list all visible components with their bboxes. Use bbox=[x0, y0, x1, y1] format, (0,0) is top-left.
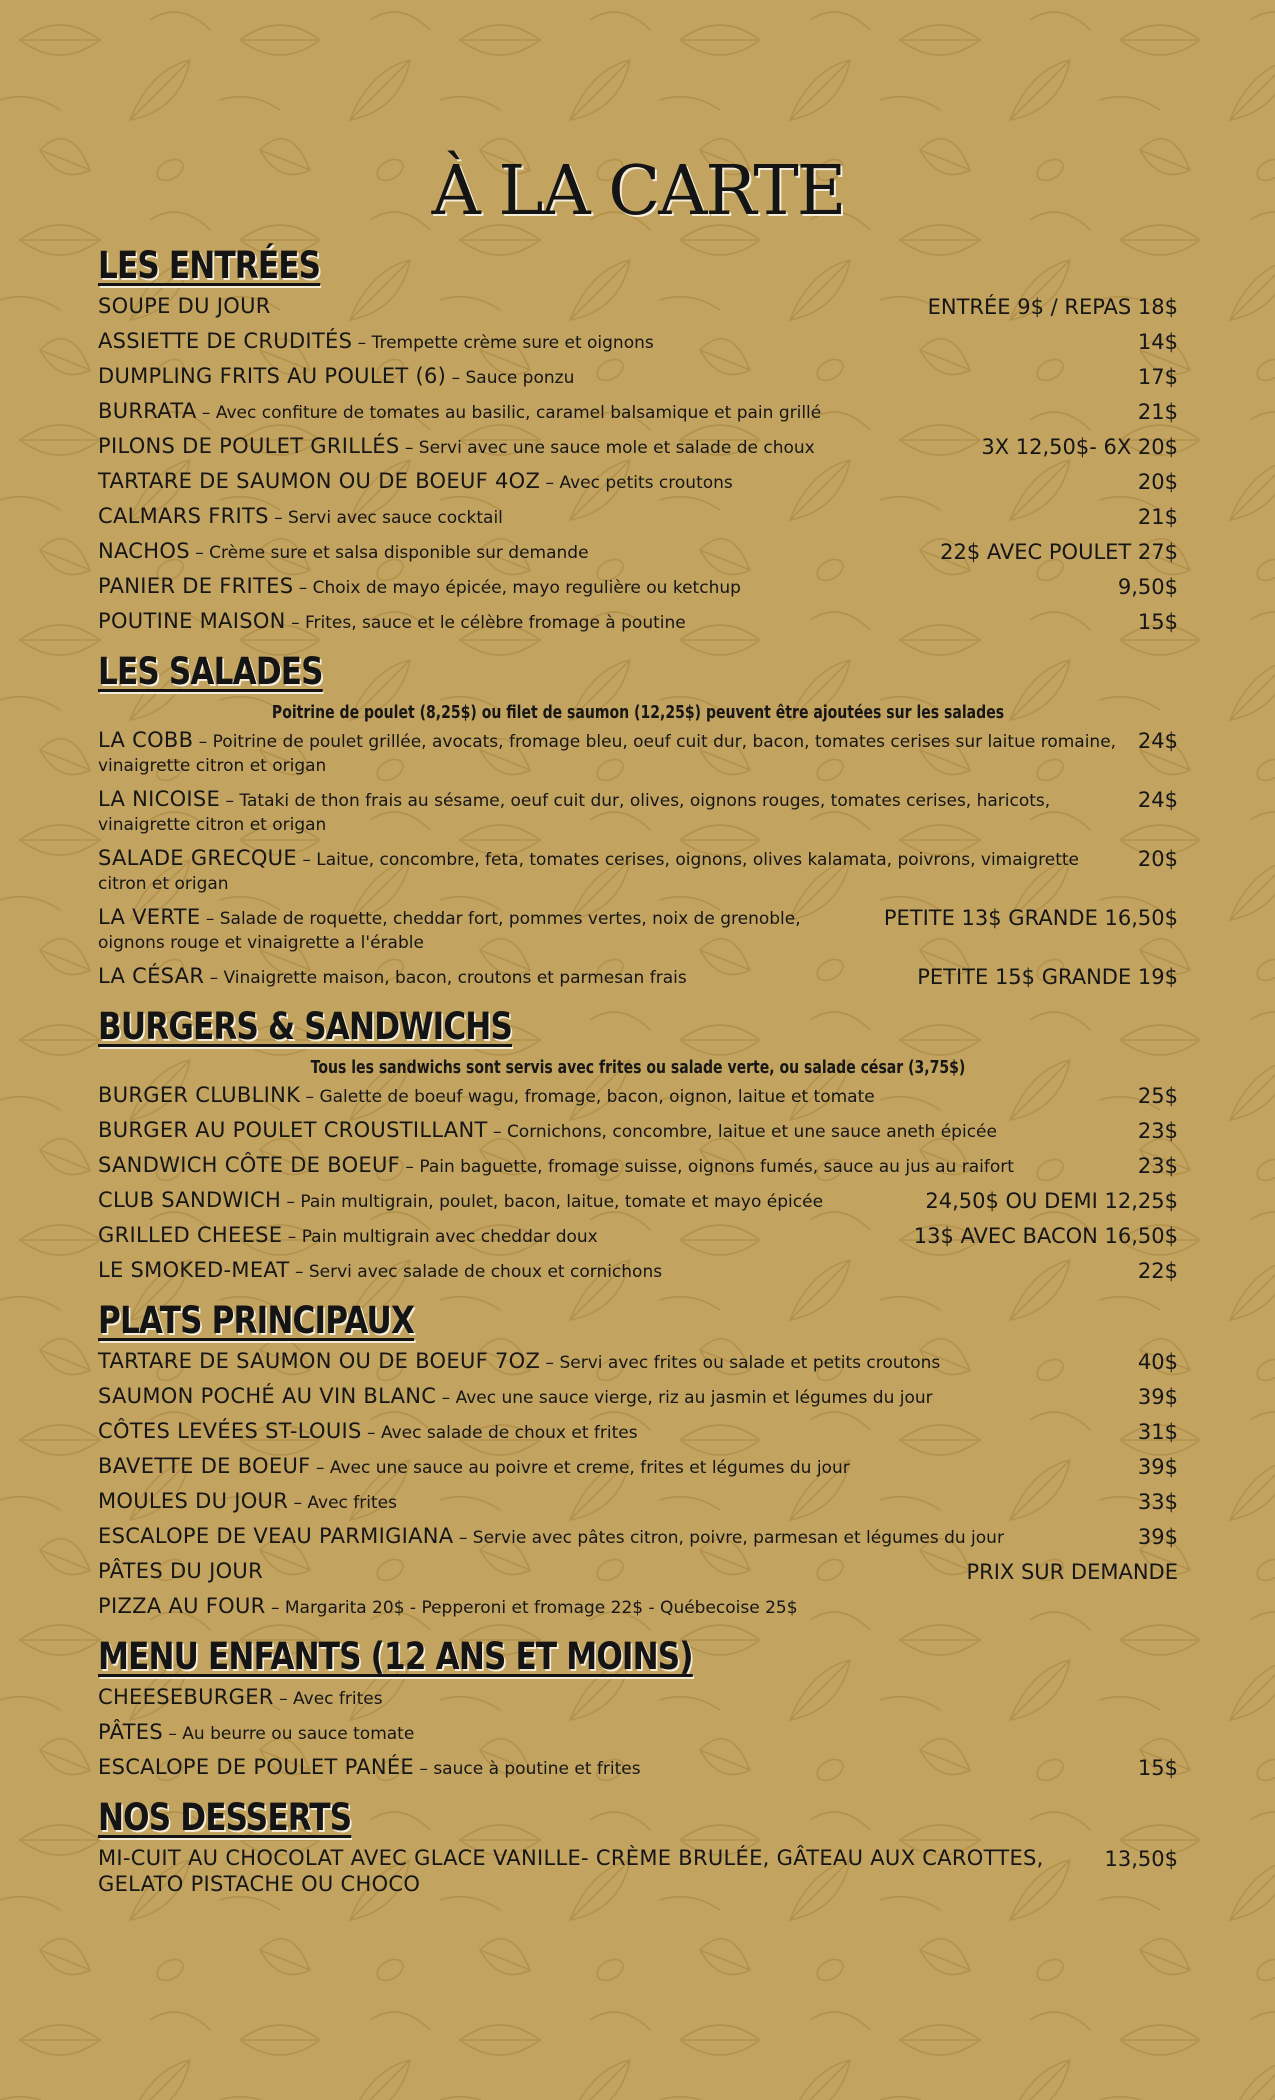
menu-item bbox=[98, 1419, 1178, 1445]
menu-item-text bbox=[98, 1755, 1124, 1781]
menu-item-description: Pain multigrain, poulet, bacon, laitue, tomate et mayo épicée bbox=[300, 1192, 824, 1212]
separator-dash: – bbox=[196, 403, 216, 423]
menu-item-name: DUMPLING FRITS AU POULET (6) bbox=[98, 364, 447, 388]
menu-item-description: Choix de mayo épicée, mayo regulière ou ketchup bbox=[312, 578, 741, 598]
menu-item-description: Frites, sauce et le célèbre fromage à poutine bbox=[305, 613, 686, 633]
menu-item-price: 21$ bbox=[1137, 400, 1178, 424]
menu-item-price: 33$ bbox=[1137, 1490, 1178, 1514]
menu-item-text bbox=[98, 1349, 1124, 1375]
separator-dash: – bbox=[200, 909, 220, 929]
menu-item-text bbox=[98, 1118, 1124, 1144]
menu-item-price: 25$ bbox=[1137, 1084, 1178, 1108]
menu-item-price: ENTRÉE 9$ / REPAS 18$ bbox=[927, 295, 1178, 319]
menu-item-name: BURGER CLUBLINK bbox=[98, 1083, 301, 1107]
menu-item-name: SOUPE DU JOUR bbox=[98, 294, 271, 318]
menu-item-text bbox=[98, 329, 1124, 355]
menu-item-price: 15$ bbox=[1137, 610, 1178, 634]
separator-dash: – bbox=[446, 368, 466, 388]
menu-item-name: MI-CUIT AU CHOCOLAT AVEC GLACE VANILLE- CRÈME BRULÉE, GÂTEAU AUX CAROTTES, GELATO PISTACHE OU CHOCO bbox=[98, 1846, 1044, 1896]
menu-item-name: SAUMON POCHÉ AU VIN BLANC bbox=[98, 1384, 437, 1408]
menu-item-name: CALMARS FRITS bbox=[98, 504, 269, 528]
separator-dash: – bbox=[189, 543, 210, 563]
menu-item-description: Trempette crème sure et oignons bbox=[371, 333, 654, 353]
menu-item bbox=[98, 434, 1178, 460]
menu-item bbox=[98, 1755, 1178, 1781]
section-heading: LES SALADES bbox=[98, 650, 323, 693]
menu-item-name: MOULES DU JOUR bbox=[98, 1489, 289, 1513]
section-heading: BURGERS & SANDWICHS bbox=[98, 1005, 513, 1048]
menu-item bbox=[98, 1454, 1178, 1480]
menu-item-text bbox=[98, 1559, 952, 1585]
menu-item-price: PETITE 13$ GRANDE 16,50$ bbox=[883, 906, 1178, 930]
separator-dash: – bbox=[288, 1493, 308, 1513]
menu-item-price: 20$ bbox=[1137, 847, 1178, 871]
section-note: Poitrine de poulet (8,25$) ou filet de saumon (12,25$) peuvent être ajoutées sur les salades bbox=[271, 702, 1005, 723]
menu-item bbox=[98, 728, 1178, 778]
separator-dash: – bbox=[273, 1689, 294, 1709]
menu-item-name: LA COBB bbox=[98, 728, 194, 752]
menu-item-text bbox=[98, 1846, 1091, 1898]
menu-item-description: Servi avec salade de choux et cornichons bbox=[308, 1262, 663, 1282]
menu-item bbox=[98, 964, 1178, 990]
separator-dash: – bbox=[540, 1353, 560, 1373]
menu-item-text bbox=[98, 728, 1124, 778]
separator-dash: – bbox=[268, 508, 289, 528]
menu-item bbox=[98, 1223, 1178, 1249]
menu-item-text bbox=[98, 1524, 1124, 1550]
menu-item-price: PETITE 15$ GRANDE 19$ bbox=[917, 965, 1178, 989]
menu-item bbox=[98, 364, 1178, 390]
menu-item-name: ESCALOPE DE POULET PANÉE bbox=[98, 1755, 414, 1779]
menu-item-description: Margarita 20$ - Pepperoni et fromage 22$ - Québecoise 25$ bbox=[284, 1598, 798, 1618]
menu-item bbox=[98, 1153, 1178, 1179]
menu-item-name: SANDWICH CÔTE DE BOEUF bbox=[98, 1153, 401, 1177]
menu-item-price: 15$ bbox=[1137, 1756, 1178, 1780]
menu-section bbox=[98, 999, 1178, 1284]
menu-item-text bbox=[98, 539, 926, 565]
menu-item-name: LA NICOISE bbox=[98, 787, 221, 811]
menu-item-name: CHEESEBURGER bbox=[98, 1685, 274, 1709]
menu-section bbox=[98, 1293, 1178, 1620]
menu-item-text bbox=[98, 846, 1124, 896]
menu-item-description: Avec petits croutons bbox=[559, 473, 733, 493]
menu-item-price: 13,50$ bbox=[1104, 1847, 1178, 1871]
menu-item-price: 31$ bbox=[1137, 1420, 1178, 1444]
menu-item bbox=[98, 1349, 1178, 1375]
menu-item bbox=[98, 1083, 1178, 1109]
menu-item-price: 3X 12,50$- 6X 20$ bbox=[981, 435, 1178, 459]
menu-item-price: 13$ AVEC BACON 16,50$ bbox=[913, 1224, 1178, 1248]
separator-dash: – bbox=[436, 1388, 456, 1408]
menu-item-description: Avec frites bbox=[293, 1689, 383, 1709]
menu-item-name: GRILLED CHEESE bbox=[98, 1223, 283, 1247]
separator-dash: – bbox=[300, 1087, 320, 1107]
menu-item-text bbox=[98, 1419, 1124, 1445]
menu-item-name: POUTINE MAISON bbox=[98, 609, 286, 633]
menu-item-description: Laitue, concombre, feta, tomates cerises, oignons, olives kalamata, poivrons, vimaigrette citron et origan bbox=[98, 850, 1080, 894]
menu-item-description: Pain baguette, fromage suisse, oignons fumés, sauce au jus au raifort bbox=[419, 1157, 1014, 1177]
menu-item-text bbox=[98, 504, 1124, 530]
menu-item-text bbox=[98, 469, 1124, 495]
menu-item-text bbox=[98, 1720, 1164, 1746]
menu-item-price: 20$ bbox=[1137, 470, 1178, 494]
separator-dash: – bbox=[296, 850, 317, 870]
menu-item-description: Servi avec une sauce mole et salade de choux bbox=[418, 438, 815, 458]
menu-item bbox=[98, 1188, 1178, 1214]
menu-item-description: Vinaigrette maison, bacon, croutons et parmesan frais bbox=[223, 968, 687, 988]
menu-item-text bbox=[98, 294, 914, 320]
menu-item-name: PANIER DE FRITES bbox=[98, 574, 294, 598]
menu-item-name: TARTARE DE SAUMON OU DE BOEUF 7OZ bbox=[98, 1349, 541, 1373]
menu-item-description: Poitrine de poulet grillée, avocats, fromage bleu, oeuf cuit dur, bacon, tomates cerises sur laitue romaine, vinaigrette citron et origan bbox=[98, 732, 1117, 776]
menu-item-price: 14$ bbox=[1137, 330, 1178, 354]
menu-item-text bbox=[98, 364, 1124, 390]
menu-item-description: Servie avec pâtes citron, poivre, parmesan et légumes du jour bbox=[472, 1528, 1004, 1548]
section-heading: MENU ENFANTS (12 ANS ET MOINS) bbox=[98, 1635, 693, 1678]
menu-sections bbox=[98, 238, 1178, 1898]
menu-item-text bbox=[98, 1153, 1124, 1179]
menu-item-price: 21$ bbox=[1137, 505, 1178, 529]
menu-page bbox=[98, 0, 1178, 1907]
menu-item bbox=[98, 609, 1178, 635]
menu-item-description: Crème sure et salsa disponible sur demande bbox=[209, 543, 589, 563]
menu-item-name: LE SMOKED-MEAT bbox=[98, 1258, 290, 1282]
menu-item-text bbox=[98, 964, 903, 990]
separator-dash: – bbox=[352, 333, 372, 353]
separator-dash: – bbox=[400, 1157, 420, 1177]
menu-item-text bbox=[98, 1685, 1164, 1711]
menu-item-name: ASSIETTE DE CRUDITÉS bbox=[98, 329, 353, 353]
menu-item-text bbox=[98, 787, 1124, 837]
menu-item-price: 39$ bbox=[1137, 1525, 1178, 1549]
menu-item-price: 24$ bbox=[1137, 729, 1178, 753]
menu-item-price: 23$ bbox=[1137, 1119, 1178, 1143]
menu-item-description: Cornichons, concombre, laitue et une sauce aneth épicée bbox=[506, 1122, 997, 1142]
separator-dash: – bbox=[399, 438, 419, 458]
menu-item-name: PILONS DE POULET GRILLÉS bbox=[98, 434, 400, 458]
menu-item-description: Sauce ponzu bbox=[465, 368, 575, 388]
separator-dash: – bbox=[285, 613, 305, 633]
menu-item-description: Salade de roquette, cheddar fort, pommes vertes, noix de grenoble, oignons rouge et vinaigrette a l'érable bbox=[98, 909, 801, 953]
menu-item-description: Avec une sauce vierge, riz au jasmin et légumes du jour bbox=[455, 1388, 933, 1408]
menu-item bbox=[98, 329, 1178, 355]
menu-item bbox=[98, 1720, 1178, 1746]
separator-dash: – bbox=[289, 1262, 309, 1282]
menu-item-name: NACHOS bbox=[98, 539, 190, 563]
menu-item-price: 24,50$ OU DEMI 12,25$ bbox=[925, 1189, 1178, 1213]
menu-item-price: PRIX SUR DEMANDE bbox=[966, 1560, 1178, 1584]
menu-section bbox=[98, 1629, 1178, 1781]
menu-item bbox=[98, 1846, 1178, 1898]
menu-item bbox=[98, 1559, 1178, 1585]
menu-item bbox=[98, 469, 1178, 495]
separator-dash: – bbox=[162, 1724, 183, 1744]
separator-dash: – bbox=[193, 732, 213, 752]
menu-item bbox=[98, 787, 1178, 837]
menu-item-name: PIZZA AU FOUR bbox=[98, 1594, 266, 1618]
menu-item-name: PÂTES DU JOUR bbox=[98, 1559, 263, 1583]
menu-item-name: BAVETTE DE BOEUF bbox=[98, 1454, 311, 1478]
menu-item-text bbox=[98, 1489, 1124, 1515]
menu-item-description: Servi avec frites ou salade et petits croutons bbox=[559, 1353, 941, 1373]
separator-dash: – bbox=[281, 1192, 301, 1212]
separator-dash: – bbox=[293, 578, 313, 598]
separator-dash: – bbox=[414, 1759, 434, 1779]
menu-item-text bbox=[98, 1384, 1124, 1410]
menu-item-description: Avec confiture de tomates au basilic, caramel balsamique et pain grillé bbox=[215, 403, 822, 423]
menu-item-price: 9,50$ bbox=[1117, 575, 1178, 599]
menu-item bbox=[98, 1258, 1178, 1284]
menu-item-text bbox=[98, 1083, 1124, 1109]
menu-item-name: TARTARE DE SAUMON OU DE BOEUF 4OZ bbox=[98, 469, 541, 493]
menu-item-price: 23$ bbox=[1137, 1154, 1178, 1178]
separator-dash: – bbox=[361, 1423, 381, 1443]
menu-item-price: 40$ bbox=[1137, 1350, 1178, 1374]
menu-item bbox=[98, 539, 1178, 565]
menu-item bbox=[98, 1594, 1178, 1620]
menu-item-description: Tataki de thon frais au sésame, oeuf cuit dur, olives, oignons rouges, tomates cerises, haricots, vinaigrette citron et origan bbox=[98, 791, 1051, 835]
menu-item-description: sauce à poutine et frites bbox=[433, 1759, 641, 1779]
section-note: Tous les sandwichs sont servis avec frites ou salade verte, ou salade césar (3,75$) bbox=[310, 1057, 966, 1078]
menu-item-price: 22$ AVEC POULET 27$ bbox=[940, 540, 1178, 564]
page-title: À LA CARTE bbox=[431, 152, 845, 231]
menu-item-name: CÔTES LEVÉES ST-LOUIS bbox=[98, 1419, 362, 1443]
menu-item bbox=[98, 1685, 1178, 1711]
menu-item bbox=[98, 846, 1178, 896]
menu-item-name: BURRATA bbox=[98, 399, 197, 423]
menu-item-text bbox=[98, 1223, 900, 1249]
menu-item-text bbox=[98, 905, 870, 955]
menu-section bbox=[98, 1790, 1178, 1898]
menu-item bbox=[98, 1489, 1178, 1515]
menu-item-name: ESCALOPE DE VEAU PARMIGIANA bbox=[98, 1524, 454, 1548]
menu-item-price: 17$ bbox=[1137, 365, 1178, 389]
menu-item-text bbox=[98, 1594, 1164, 1620]
menu-item-text bbox=[98, 434, 967, 460]
menu-item-name: PÂTES bbox=[98, 1720, 163, 1744]
menu-item-description: Avec salade de choux et frites bbox=[380, 1423, 638, 1443]
menu-section bbox=[98, 238, 1178, 635]
section-heading: PLATS PRINCIPAUX bbox=[98, 1299, 415, 1342]
menu-item-text bbox=[98, 1188, 911, 1214]
separator-dash: – bbox=[487, 1122, 507, 1142]
section-heading: LES ENTRÉES bbox=[98, 244, 321, 287]
section-heading: NOS DESSERTS bbox=[98, 1796, 352, 1839]
menu-item bbox=[98, 1524, 1178, 1550]
separator-dash: – bbox=[220, 791, 240, 811]
menu-item-name: SALADE GRECQUE bbox=[98, 846, 297, 870]
menu-item-description: Pain multigrain avec cheddar doux bbox=[301, 1227, 598, 1247]
menu-item-text bbox=[98, 609, 1124, 635]
menu-item-price: 39$ bbox=[1137, 1455, 1178, 1479]
menu-item-text bbox=[98, 399, 1124, 425]
menu-item bbox=[98, 294, 1178, 320]
menu-item-price: 22$ bbox=[1137, 1259, 1178, 1283]
menu-item-name: CLUB SANDWICH bbox=[98, 1188, 282, 1212]
menu-item-name: BURGER AU POULET CROUSTILLANT bbox=[98, 1118, 488, 1142]
separator-dash: – bbox=[265, 1598, 285, 1618]
menu-item-description: Servi avec sauce cocktail bbox=[288, 508, 503, 528]
menu-item bbox=[98, 905, 1178, 955]
separator-dash: – bbox=[282, 1227, 302, 1247]
menu-item-text bbox=[98, 574, 1104, 600]
menu-item bbox=[98, 1384, 1178, 1410]
menu-item-description: Avec frites bbox=[307, 1493, 397, 1513]
menu-item bbox=[98, 1118, 1178, 1144]
menu-item-price: 24$ bbox=[1137, 788, 1178, 812]
menu-item-text bbox=[98, 1258, 1124, 1284]
menu-item-name: LA CÉSAR bbox=[98, 964, 205, 988]
menu-item bbox=[98, 574, 1178, 600]
menu-item-description: Galette de boeuf wagu, fromage, bacon, oignon, laitue et tomate bbox=[319, 1087, 875, 1107]
menu-item-price: 39$ bbox=[1137, 1385, 1178, 1409]
menu-item bbox=[98, 504, 1178, 530]
separator-dash: – bbox=[453, 1528, 473, 1548]
menu-item-description: Au beurre ou sauce tomate bbox=[182, 1724, 415, 1744]
menu-item-text bbox=[98, 1454, 1124, 1480]
separator-dash: – bbox=[310, 1458, 330, 1478]
menu-item bbox=[98, 399, 1178, 425]
menu-item-name: LA VERTE bbox=[98, 905, 201, 929]
separator-dash: – bbox=[540, 473, 560, 493]
separator-dash: – bbox=[204, 968, 224, 988]
menu-section bbox=[98, 644, 1178, 990]
menu-item-description: Avec une sauce au poivre et creme, frites et légumes du jour bbox=[329, 1458, 850, 1478]
